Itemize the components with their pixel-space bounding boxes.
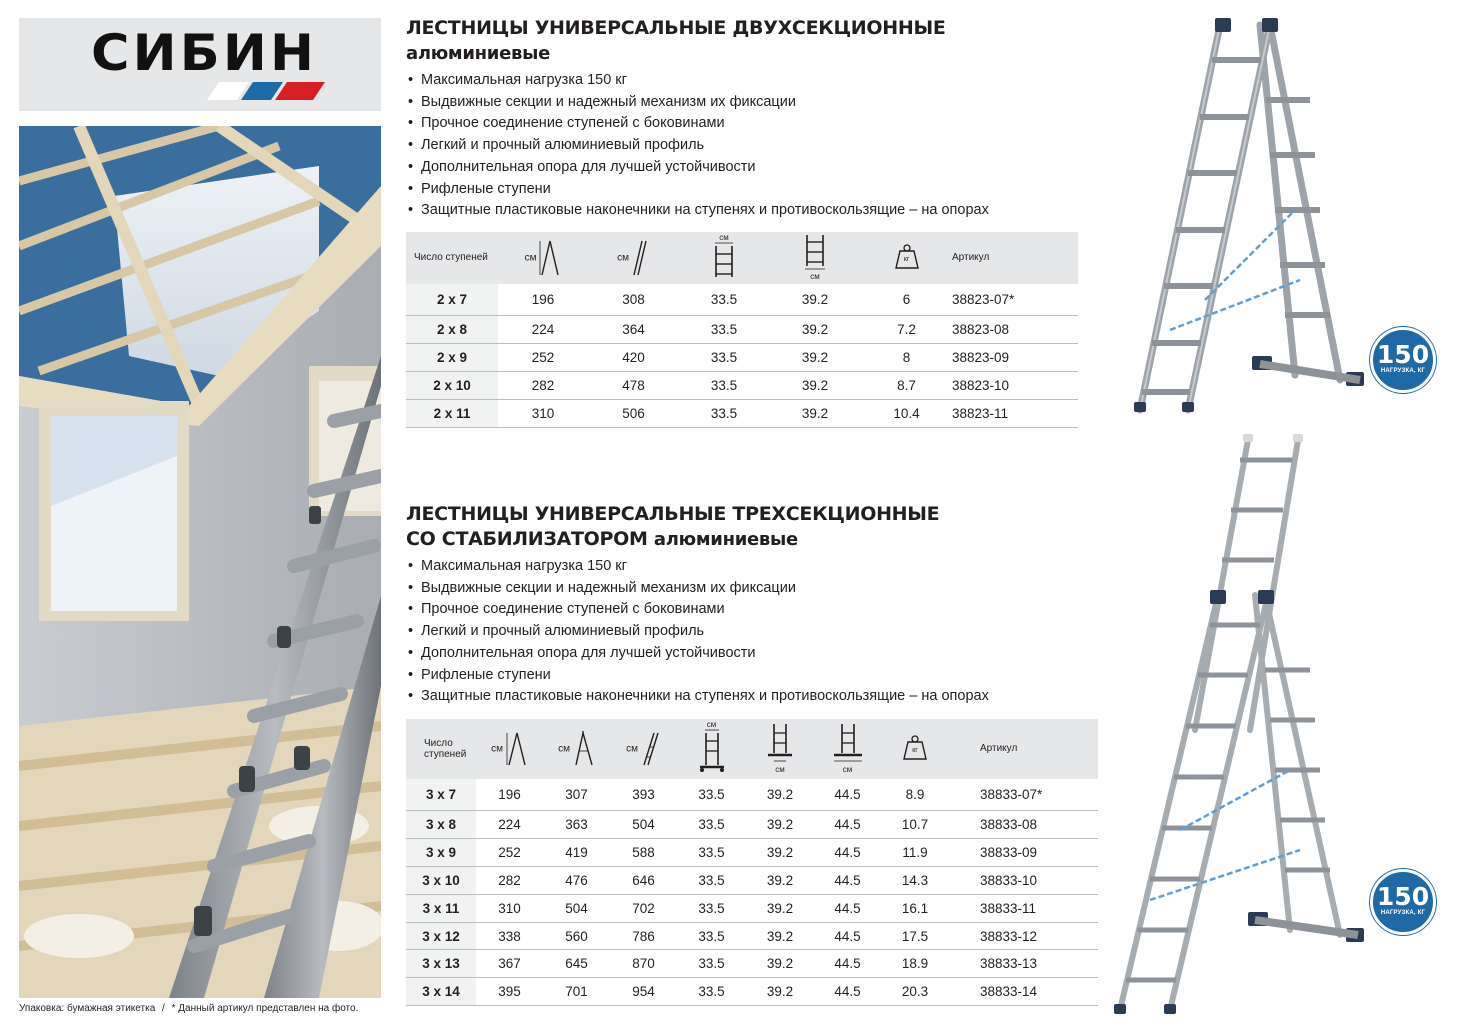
cell-c1: 338 xyxy=(476,922,543,950)
weight-unit: кг xyxy=(912,747,918,755)
ladder-length-icon xyxy=(641,731,661,767)
steps-header-line2: ступеней xyxy=(424,748,467,760)
length-header xyxy=(588,232,679,284)
cell-c6: 44.5 xyxy=(814,779,881,811)
cell-c3: 504 xyxy=(610,811,677,839)
list-item: • Максимальная нагрузка 150 кг xyxy=(406,556,1078,578)
load-badge-1 xyxy=(1370,327,1436,393)
cell-c4: 33.5 xyxy=(677,839,746,867)
two-section-ladder-image xyxy=(1120,10,1370,420)
cell-c1: 367 xyxy=(476,950,543,978)
cell-c1: 196 xyxy=(498,284,588,316)
cell-c1: 224 xyxy=(476,811,543,839)
cell-size: 2 x 10 xyxy=(406,372,498,400)
cell-c4: 39.2 xyxy=(769,284,861,316)
weight-icon xyxy=(902,734,928,760)
cell-art: 38833-12 xyxy=(949,922,1098,950)
cell-c5: 39.2 xyxy=(746,779,814,811)
cell-c4: 33.5 xyxy=(677,922,746,950)
caption-separator: / xyxy=(162,1003,165,1014)
cell-art: 38833-07* xyxy=(949,779,1098,811)
cell-c6: 44.5 xyxy=(814,811,881,839)
width-header-1 xyxy=(677,719,746,779)
cell-size: 2 x 7 xyxy=(406,284,498,316)
combo-ladder-height-icon xyxy=(573,731,595,767)
badge-label: НАГРУЗКА, КГ xyxy=(1380,910,1426,916)
height-header xyxy=(498,232,588,284)
unit-label: см xyxy=(558,743,571,755)
width-header-2 xyxy=(769,232,861,284)
cell-w: 18.9 xyxy=(881,950,949,978)
cell-w: 8.7 xyxy=(861,372,952,400)
list-item: • Рифленые ступени xyxy=(406,179,1078,201)
table-row xyxy=(406,344,1078,372)
cell-art: 38833-14 xyxy=(949,978,1098,1006)
cell-c6: 44.5 xyxy=(814,950,881,978)
unit-label: см xyxy=(810,272,820,282)
cell-art: 38833-09 xyxy=(949,839,1098,867)
badge-label: НАГРУЗКА, КГ xyxy=(1380,368,1426,374)
list-item: • Легкий и прочный алюминиевый профиль xyxy=(406,135,1078,157)
cell-c2: 307 xyxy=(543,779,610,811)
unit-label: см xyxy=(775,765,785,775)
table-header-row xyxy=(406,232,1078,284)
cell-size: 3 x 14 xyxy=(406,978,476,1006)
cell-c3: 588 xyxy=(610,839,677,867)
unit-label: см xyxy=(524,252,537,264)
stepladder-height-icon xyxy=(539,239,561,277)
section1-spec-table xyxy=(406,232,1078,428)
unit-label: см xyxy=(719,233,729,243)
ladder-base-width-icon xyxy=(803,234,827,270)
cell-c4: 39.2 xyxy=(769,344,861,372)
table-row xyxy=(406,779,1098,811)
cell-w: 11.9 xyxy=(881,839,949,867)
table-row xyxy=(406,372,1078,400)
cell-art: 38833-10 xyxy=(949,867,1098,895)
cell-art: 38823-07* xyxy=(952,284,1078,316)
cell-c2: 560 xyxy=(543,922,610,950)
cell-art: 38833-11 xyxy=(949,894,1098,922)
packaging-note: Упаковка: бумажная этикетка xyxy=(19,1003,156,1014)
cell-c1: 224 xyxy=(498,316,588,344)
list-item: • Дополнительная опора для лучшей устойчивости xyxy=(406,643,1078,665)
unit-label: см xyxy=(706,720,717,730)
stepladder-height-icon xyxy=(506,731,528,767)
list-item: • Дополнительная опора для лучшей устойчивости xyxy=(406,157,1078,179)
cell-c4: 33.5 xyxy=(677,811,746,839)
cell-size: 3 x 8 xyxy=(406,811,476,839)
cell-c4: 33.5 xyxy=(677,867,746,895)
cell-c1: 310 xyxy=(498,399,588,427)
cell-w: 14.3 xyxy=(881,867,949,895)
section2-features xyxy=(406,556,1078,708)
cell-size: 2 x 9 xyxy=(406,344,498,372)
height-header xyxy=(476,719,543,779)
list-item: • Максимальная нагрузка 150 кг xyxy=(406,70,1078,92)
cell-c3: 870 xyxy=(610,950,677,978)
unit-label: см xyxy=(626,743,639,755)
section2-title: ЛЕСТНИЦЫ УНИВЕРСАЛЬНЫЕ ТРЕХСЕКЦИОННЫЕ СО СТАБИЛИЗАТОРОМ алюминиевые xyxy=(406,503,940,550)
cell-w: 10.7 xyxy=(881,811,949,839)
cell-size: 3 x 10 xyxy=(406,867,476,895)
table-row xyxy=(406,867,1098,895)
cell-size: 2 x 8 xyxy=(406,316,498,344)
cell-art: 38833-13 xyxy=(949,950,1098,978)
cell-w: 17.5 xyxy=(881,922,949,950)
section1-subtitle: алюминиевые xyxy=(406,43,550,64)
stabilizer-width-icon xyxy=(832,723,864,763)
photo-caption xyxy=(19,1003,362,1014)
section1-title: ЛЕСТНИЦЫ УНИВЕРСАЛЬНЫЕ ДВУХСЕКЦИОННЫЕ алюминиевые xyxy=(406,16,1078,66)
cell-c4: 39.2 xyxy=(769,316,861,344)
product-photo xyxy=(19,126,381,998)
steps-header-line1: Число xyxy=(424,737,453,749)
cell-c3: 33.5 xyxy=(679,399,769,427)
cell-c2: 476 xyxy=(543,867,610,895)
weight-unit: кг xyxy=(903,256,910,264)
cell-c4: 33.5 xyxy=(677,950,746,978)
ladder-width-icon xyxy=(697,729,727,773)
unit-label: см xyxy=(617,252,630,264)
list-item: • Выдвижные секции и надежный механизм их фиксации xyxy=(406,92,1078,114)
cell-w: 20.3 xyxy=(881,978,949,1006)
unit-label: см xyxy=(491,743,504,755)
cell-c3: 33.5 xyxy=(679,344,769,372)
cell-c2: 419 xyxy=(543,839,610,867)
ladder-mid-width-icon xyxy=(765,723,795,763)
cell-c2: 701 xyxy=(543,978,610,1006)
cell-c6: 44.5 xyxy=(814,867,881,895)
cell-c1: 282 xyxy=(476,867,543,895)
steps-header: Число ступеней xyxy=(414,252,488,264)
brand-name: СИБИН xyxy=(91,24,318,82)
cell-c4: 39.2 xyxy=(769,372,861,400)
cell-w: 7.2 xyxy=(861,316,952,344)
cell-art: 38823-11 xyxy=(952,399,1078,427)
cell-c1: 282 xyxy=(498,372,588,400)
cell-size: 2 x 11 xyxy=(406,399,498,427)
cell-c1: 252 xyxy=(476,839,543,867)
cell-art: 38823-09 xyxy=(952,344,1078,372)
list-item: • Прочное соединение ступеней с боковинами xyxy=(406,599,1078,621)
cell-size: 3 x 7 xyxy=(406,779,476,811)
brand-logo xyxy=(19,18,381,111)
cell-c2: 645 xyxy=(543,950,610,978)
ladder-width-icon xyxy=(713,242,735,278)
cell-c5: 39.2 xyxy=(746,811,814,839)
table-row xyxy=(406,316,1078,344)
cell-c3: 786 xyxy=(610,922,677,950)
cell-art: 38833-08 xyxy=(949,811,1098,839)
badge-value: 150 xyxy=(1376,882,1430,911)
table-row xyxy=(406,978,1098,1006)
cell-w: 8 xyxy=(861,344,952,372)
cell-c3: 393 xyxy=(610,779,677,811)
three-section-ladder-image xyxy=(1100,430,1370,1020)
cell-size: 3 x 12 xyxy=(406,922,476,950)
cell-c5: 39.2 xyxy=(746,894,814,922)
cell-art: 38823-10 xyxy=(952,372,1078,400)
cell-c1: 252 xyxy=(498,344,588,372)
two-section-ladders xyxy=(406,16,1078,428)
cell-c4: 33.5 xyxy=(677,779,746,811)
table-row xyxy=(406,894,1098,922)
table-row xyxy=(406,284,1078,316)
cell-c4: 33.5 xyxy=(677,894,746,922)
cell-size: 3 x 13 xyxy=(406,950,476,978)
cell-c2: 478 xyxy=(588,372,679,400)
flag-stripes-icon xyxy=(199,82,329,102)
three-section-ladders xyxy=(406,502,1078,1006)
cell-art: 38823-08 xyxy=(952,316,1078,344)
table-row xyxy=(406,811,1098,839)
list-item: • Прочное соединение ступеней с боковинами xyxy=(406,113,1078,135)
cell-c3: 33.5 xyxy=(679,316,769,344)
cell-w: 10.4 xyxy=(861,399,952,427)
table-header-row xyxy=(406,719,1098,779)
photo-note: * Данный артикул представлен на фото. xyxy=(171,1003,359,1014)
weight-icon xyxy=(894,243,920,269)
ladder-length-icon xyxy=(632,239,650,277)
cell-c6: 44.5 xyxy=(814,839,881,867)
weight-header xyxy=(881,719,949,779)
width-header-3 xyxy=(814,719,881,779)
cell-c2: 506 xyxy=(588,399,679,427)
list-item: • Защитные пластиковые наконечники на ступенях и противоскользящие – на опорах xyxy=(406,200,1078,222)
cell-c5: 39.2 xyxy=(746,950,814,978)
cell-c4: 39.2 xyxy=(769,399,861,427)
cell-w: 8.9 xyxy=(881,779,949,811)
table-row xyxy=(406,399,1078,427)
cell-c2: 363 xyxy=(543,811,610,839)
cell-w: 16.1 xyxy=(881,894,949,922)
length-header xyxy=(610,719,677,779)
list-item: • Выдвижные секции и надежный механизм их фиксации xyxy=(406,578,1078,600)
article-header: Артикул xyxy=(952,252,990,264)
cell-c3: 954 xyxy=(610,978,677,1006)
cell-c5: 39.2 xyxy=(746,867,814,895)
cell-c2: 504 xyxy=(543,894,610,922)
cell-size: 3 x 9 xyxy=(406,839,476,867)
weight-header xyxy=(861,232,952,284)
list-item: • Легкий и прочный алюминиевый профиль xyxy=(406,621,1078,643)
section2-spec-table xyxy=(406,719,1098,1006)
cell-w: 6 xyxy=(861,284,952,316)
cell-c6: 44.5 xyxy=(814,894,881,922)
cell-c5: 39.2 xyxy=(746,978,814,1006)
list-item: • Рифленые ступени xyxy=(406,665,1078,687)
cell-c2: 308 xyxy=(588,284,679,316)
table-row xyxy=(406,922,1098,950)
cell-c1: 395 xyxy=(476,978,543,1006)
table-row xyxy=(406,950,1098,978)
badge-value: 150 xyxy=(1376,340,1430,369)
width-header-1 xyxy=(679,232,769,284)
steps-header xyxy=(406,719,476,779)
table-row xyxy=(406,839,1098,867)
cell-c6: 44.5 xyxy=(814,978,881,1006)
width-header-2 xyxy=(746,719,814,779)
list-item: • Защитные пластиковые наконечники на ступенях и противоскользящие – на опорах xyxy=(406,686,1078,708)
cell-c1: 196 xyxy=(476,779,543,811)
cell-c5: 39.2 xyxy=(746,922,814,950)
cell-c3: 33.5 xyxy=(679,284,769,316)
cell-size: 3 x 11 xyxy=(406,894,476,922)
load-badge-2 xyxy=(1370,869,1436,935)
article-header: Артикул xyxy=(980,743,1018,755)
section2-subtitle: алюминиевые xyxy=(653,529,798,550)
cell-c3: 33.5 xyxy=(679,372,769,400)
combo-height-header xyxy=(543,719,610,779)
cell-c5: 39.2 xyxy=(746,839,814,867)
cell-c3: 702 xyxy=(610,894,677,922)
cell-c6: 44.5 xyxy=(814,922,881,950)
cell-c1: 310 xyxy=(476,894,543,922)
cell-c3: 646 xyxy=(610,867,677,895)
cell-c2: 364 xyxy=(588,316,679,344)
cell-c2: 420 xyxy=(588,344,679,372)
unit-label: см xyxy=(842,765,853,775)
section1-features xyxy=(406,70,1078,222)
cell-c4: 33.5 xyxy=(677,978,746,1006)
